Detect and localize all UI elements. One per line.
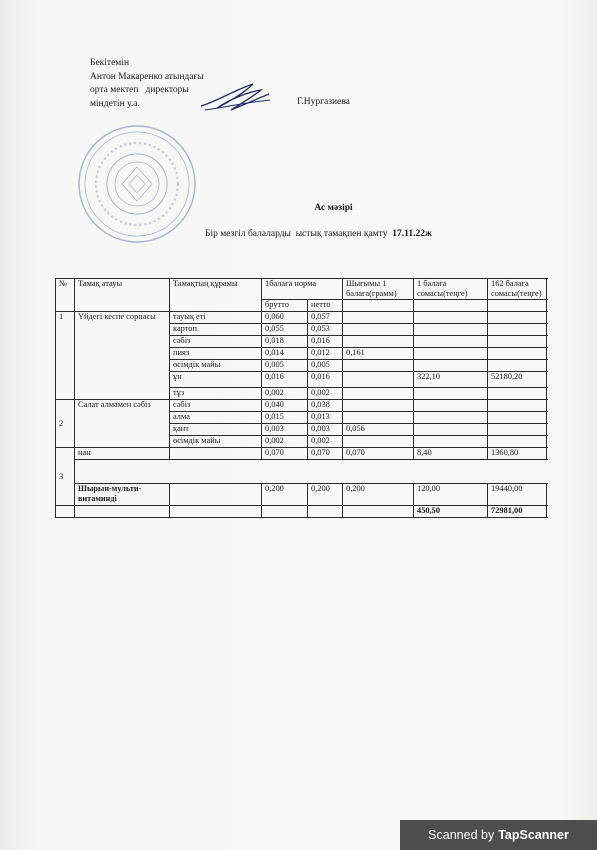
cost-total-cell: 52180,20 [488,372,547,388]
group-3-num: 3 [56,448,75,506]
ingredient-cell: сәбіз [170,400,262,412]
cost-total-cell [488,312,547,324]
header-netto: нетто [308,300,343,312]
ingredient-cell: алма [170,412,262,424]
cost-one-cell: 8,40 [414,448,488,460]
netto-cell: 0,038 [308,400,343,412]
cost-one-cell [414,336,488,348]
output-cell [343,324,414,336]
cost-one-cell [414,412,488,424]
scanner-watermark [400,820,597,850]
approval-line-3: орта мектеп директоры [90,85,189,95]
header-output-empty [343,300,414,312]
total-empty [56,506,75,518]
table-row [56,484,547,506]
output-cell [343,360,414,372]
brutto-cell: 0,015 [262,412,308,424]
total-empty [262,506,308,518]
cost-total-cell: 1360,80 [488,448,547,460]
group-2-dish: Салат алмамен сәбіз [75,400,170,448]
handwritten-signature [195,80,275,115]
group-1-dish: Үйдегі кеспе сорпасы [75,312,170,400]
netto-cell: 0,012 [308,348,343,360]
document-title: Ас мәзірі [314,203,353,213]
brutto-cell: 0,040 [262,400,308,412]
approval-line-4: міндетін у.а. [90,98,140,109]
header-cost-one-empty [414,300,488,312]
output-cell: 0,200 [343,484,414,506]
cost-total-cell [488,336,547,348]
watermark-brand: TapScanner [498,828,569,842]
header-output: Шығымы 1 балаға(грамм) [343,279,414,300]
cost-one-cell [414,324,488,336]
output-cell [343,336,414,348]
table-row [56,400,547,412]
table-row [56,448,547,460]
approval-line-2: Антон Макаренко атындағы [90,71,204,82]
netto-cell: 0,002 [308,388,343,400]
output-cell [343,400,414,412]
ingredient-cell: сәбіз [170,336,262,348]
output-cell: 0,070 [343,448,414,460]
ingredient-cell: тұз [170,388,262,400]
cost-one-cell: 322,10 [414,372,488,388]
table-spacer-row [56,460,547,484]
cost-total-cell [488,436,547,448]
table-row [56,312,547,324]
cost-total-cell [488,400,547,412]
netto-cell: 0,002 [308,436,343,448]
output-cell [343,372,414,388]
total-cost-one: 450,50 [414,506,488,518]
header-cost-total-empty [488,300,547,312]
header-brutto: брутто [262,300,308,312]
dish-bread: нан [75,448,170,460]
output-cell [343,312,414,324]
output-cell [343,436,414,448]
header-norm: 1балаға норма [262,279,343,300]
netto-cell: 0,005 [308,360,343,372]
total-empty [170,506,262,518]
header-ingredients: Тамақтың құрамы [170,279,262,312]
brutto-cell: 0,060 [262,312,308,324]
cost-one-cell [414,360,488,372]
brutto-cell: 0,014 [262,348,308,360]
ingredient-cell: тауық еті [170,312,262,324]
group-1-num: 1 [56,312,75,400]
official-seal-stamp [72,122,202,247]
header-dish: Тамақ атауы [75,279,170,312]
cost-total-cell [488,324,547,336]
header-cost-total: 162 балаға сомасы(теңге) [488,279,547,300]
approval-block [90,57,204,111]
ingredient-cell [170,448,262,460]
director-name: Г.Нургазиева [297,97,350,107]
cost-total-cell: 19440,00 [488,484,547,506]
brutto-cell: 0,200 [262,484,308,506]
netto-cell: 0,003 [308,424,343,436]
subtitle-text: Бір мезгіл балаларды ыстық тамақпен қамту [205,229,388,239]
group-2-num: 2 [56,400,75,448]
menu-date: 17.11.22ж [392,229,432,239]
spacer-cell [75,460,547,484]
total-row [56,506,547,518]
cost-one-cell: 120,00 [414,484,488,506]
output-cell: 0,161 [343,348,414,360]
brutto-cell: 0,003 [262,424,308,436]
menu-table [55,278,547,518]
brutto-cell: 0,055 [262,324,308,336]
cost-one-cell [414,436,488,448]
total-empty [343,506,414,518]
brutto-cell: 0,016 [262,372,308,388]
brutto-cell: 0,018 [262,336,308,348]
output-cell [343,388,414,400]
output-cell: 0,056 [343,424,414,436]
document-subtitle [205,229,432,239]
ingredient-cell: өсімдік майы [170,436,262,448]
cost-total-cell [488,412,547,424]
cost-one-cell [414,400,488,412]
netto-cell: 0,016 [308,336,343,348]
cost-total-cell [488,348,547,360]
total-cost-total: 72981,00 [488,506,547,518]
header-num: № [56,279,75,312]
approval-line-1: Бекітемін [90,58,130,68]
brutto-cell: 0,005 [262,360,308,372]
dish-juice: Шырын-мульти-витаминді [75,484,170,506]
cost-total-cell [488,388,547,400]
brutto-cell: 0,002 [262,388,308,400]
ingredient-cell: өсімдік майы [170,360,262,372]
ingredient-cell: картоп [170,324,262,336]
cost-one-cell [414,388,488,400]
watermark-text: Scanned by [428,828,495,842]
cost-one-cell [414,312,488,324]
output-cell [343,412,414,424]
total-empty [308,506,343,518]
ingredient-cell: ұн [170,372,262,388]
netto-cell: 0,053 [308,324,343,336]
ingredient-cell: пияз [170,348,262,360]
cost-one-cell [414,424,488,436]
ingredient-cell [170,484,262,506]
cost-one-cell [414,348,488,360]
netto-cell: 0,200 [308,484,343,506]
table-header-row [56,279,547,300]
cost-total-cell [488,424,547,436]
ingredient-cell: қант [170,424,262,436]
brutto-cell: 0,070 [262,448,308,460]
header-cost-one: 1 балаға сомасы(теңге) [414,279,488,300]
total-empty [75,506,170,518]
netto-cell: 0,013 [308,412,343,424]
netto-cell: 0,016 [308,372,343,388]
netto-cell: 0,057 [308,312,343,324]
cost-total-cell [488,360,547,372]
netto-cell: 0,070 [308,448,343,460]
brutto-cell: 0,002 [262,436,308,448]
